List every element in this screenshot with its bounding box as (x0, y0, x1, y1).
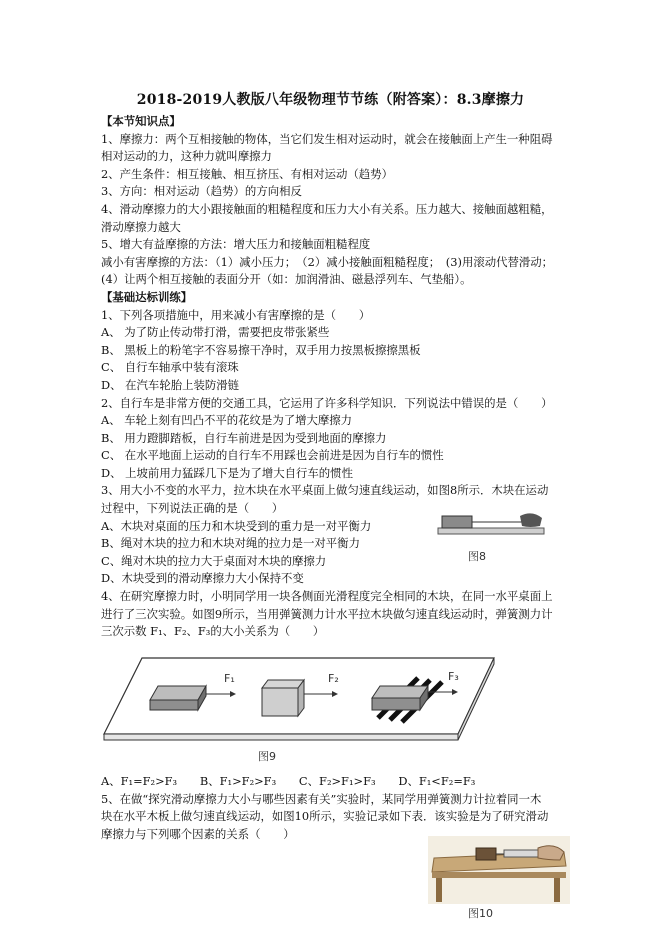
knowledge-line: 1、摩擦力：两个互相接触的物体，当它们发生相对运动时，就会在接触面上产生一种阻碍 (101, 131, 553, 146)
option-line: D、 上坡前用力猛踩几下是为了增大自行车的惯性 (101, 465, 353, 480)
document-title: 2018-2019人教版八年级物理节节练（附答案）：8.3摩擦力 (136, 92, 525, 108)
figure-8 (436, 504, 546, 544)
question-line: 三次示数 F₁、F₂、F₃的大小关系为（ ） (101, 624, 325, 639)
question-5-block (101, 773, 571, 843)
knowledge-line: 2、产生条件：相互接触、相互挤压、有相对运动（趋势） (101, 166, 394, 181)
option-line: C、 在水平地面上运动的自行车不用踩也会前进是因为自行车的惯性 (101, 448, 444, 463)
figure-9 (102, 656, 496, 742)
knowledge-line: 5、增大有益摩擦的方法：增大压力和接触面粗糙程度 (101, 237, 371, 252)
knowledge-line: 3、方向：相对运动（趋势）的方向相反 (101, 184, 302, 199)
knowledge-line: 相对运动的力，这种力就叫摩擦力 (101, 149, 272, 164)
figure-8-illustration (436, 504, 546, 544)
option-line: B、 用力蹬脚踏板，自行车前进是因为受到地面的摩擦力 (101, 430, 387, 445)
knowledge-line: (4）让两个相互接触的表面分开（如：加润滑油、磁悬浮列车、气垫船）。 (101, 272, 472, 287)
knowledge-line: 4、滑动摩擦力的大小跟接触面的粗糙程度和压力大小有关系。压力越大、接触面越粗糙， (101, 201, 553, 216)
option-line: A、木块对桌面的压力和木块受到的重力是一对平衡力 (101, 518, 372, 533)
question-line: 2、自行车是非常方便的交通工具，它运用了许多科学知识．下列说法中错误的是（ ） (101, 395, 553, 410)
option-line: D、 在汽车轮胎上装防滑链 (101, 377, 240, 392)
option-line: C、绳对木块的拉力大于桌面对木块的摩擦力 (101, 553, 327, 568)
figure-10-caption: 图10 (468, 907, 493, 920)
figure-10 (428, 836, 570, 904)
option-line: A、 为了防止传动带打滑，需要把皮带张紧些 (101, 325, 330, 340)
figure-8-caption: 图8 (468, 550, 486, 563)
figure-9-force-3: F₃ (448, 670, 459, 683)
question-line: 摩擦力与下列哪个因素的关系（ ） (101, 826, 295, 841)
figure-9-illustration (102, 656, 496, 742)
option-line: B、绳对木块的拉力和木块对绳的拉力是一对平衡力 (101, 536, 360, 551)
option-line: C、 自行车轴承中装有滚珠 (101, 360, 239, 375)
option-line: D、木块受到的滑动摩擦力大小保持不变 (101, 571, 304, 586)
section-heading-knowledge: 【本节知识点】 (101, 114, 181, 128)
option-line: A、 车轮上刻有凹凸不平的花纹是为了增大摩擦力 (101, 413, 353, 428)
question-line: 块在水平木板上做匀速直线运动，如图10所示，实验记录如下表．该实验是为了研究滑动 (101, 809, 549, 824)
knowledge-line: 滑动摩擦力越大 (101, 219, 181, 234)
question-line: 3、用大小不变的水平力，拉木块在水平桌面上做匀速直线运动，如图8所示．木块在运动 (101, 483, 549, 498)
question-line: 过程中，下列说法正确的是（ ） (101, 501, 284, 516)
knowledge-line: 减小有害摩擦的方法：（1）减小压力； （2）减小接触面粗糙程度； (3)用滚动代替滑动； (101, 254, 554, 269)
option-line: B、 黑板上的粉笔字不容易擦干净时，双手用力按黑板擦擦黑板 (101, 342, 421, 357)
question-line: 4、在研究摩擦力时，小明同学用一块各侧面光滑程度完全相同的木块，在同一水平桌面上 (101, 589, 553, 604)
figure-9-force-1: F₁ (224, 672, 235, 685)
question-line: 进行了三次实验。如图9所示，当用弹簧测力计水平拉木块做匀速直线运动时，弹簧测力计 (101, 606, 553, 621)
figure-10-illustration (428, 836, 570, 904)
document-body (101, 113, 571, 641)
figure-9-force-2: F₂ (328, 672, 339, 685)
section-heading-practice: 【基础达标训练】 (101, 289, 193, 304)
question-line: 5、在做“探究滑动摩擦力大小与哪些因素有关”实验时，某同学用弹簧测力计拉着同一木 (101, 791, 542, 806)
question-line: 1、下列各项措施中，用来减小有害摩擦的是（ ） (101, 307, 371, 322)
q4-options: A、F₁=F₂>F₃ B、F₁>F₂>F₃ C、F₂>F₁>F₃ D、F₁<F₂=F₃ (101, 774, 476, 788)
figure-9-caption: 图9 (258, 750, 276, 763)
